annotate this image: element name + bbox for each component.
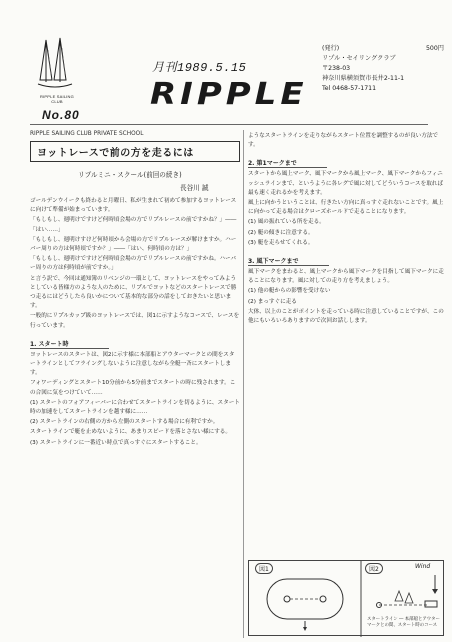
left-column (30, 130, 240, 448)
paragraph: ゴールデンウイークも終わると月曜日、私が生まれて初めて参加するヨットレースに向けて準備が始まっています。 (30, 198, 237, 214)
paragraph: (1) 風の振れている所を走る。 (248, 219, 325, 226)
masthead-divider (30, 124, 428, 125)
paragraph: 大体、以上のことがポイントを走っている時に注意していることですが、この他にもいろいろありますので次回お話しします。 (248, 308, 444, 325)
article-body-right-2 (248, 268, 444, 326)
club-name: リプル・セイリングクラブ (322, 55, 396, 62)
paragraph: 風下マークをまわると、風上マークから風下マークを目指して風下マークに走ることになります。風に対しての走り方を考えましょう。 (248, 269, 444, 285)
club-logo-icon (34, 34, 76, 94)
paragraph: (1) スタートのフォアフィーバーに合わせてスタートラインを切るように、スタート時の加速をしてスタートラインを越す様に…… (30, 399, 240, 416)
paragraph: ヨットレースのスタートは、図2に示す様に本部船とアウターマークとの間をスタートラインとしてフライングしないように注意しながら全艇一斉にスタートします。 (30, 351, 235, 377)
course-diagram (248, 560, 444, 636)
paragraph: (2) まっすぐに走る (248, 298, 297, 305)
paragraph: フォワーディングとスタート10分前から5分前までスタートの時に残されます。この合図に気をつけていて…… (30, 380, 236, 396)
wind-label: Wind (415, 563, 431, 570)
issuer-label: (発行) (322, 45, 340, 52)
issue-date: 月刊1989.5.15 (152, 61, 247, 75)
price: 500円 (426, 45, 444, 52)
paragraph: と言う訳で、今回は通知簿のリベンジの一環として、ヨットレースをやってみようとしている皆様方のような人のために、リプルでヨットなどのスタートレースで勝つ走るにはどうしたら良いかについて基本的な部分の話をしておきたいと思います。 (30, 275, 237, 310)
telephone: Tel 0468-57-1711 (322, 85, 377, 92)
subhead-first-mark: 2. 第1マークまで (248, 158, 327, 168)
publisher-info (322, 44, 444, 94)
article-headline: ヨットレースで前の方を走るには (30, 141, 240, 162)
postal-code: 〒238-03 (322, 65, 351, 72)
paragraph: (2) 艇の傾きに注意する。 (248, 229, 314, 236)
figure-2-label: 図2 (365, 563, 383, 574)
newsletter-title: RIPPLE (150, 76, 308, 112)
article-body-left (30, 197, 240, 331)
paragraph: (2) スタートラインの右側の方から左側のスタートする場合に有利ですか。 (30, 419, 219, 426)
right-lead: ようなスタートラインを走りながらスタート位置を調整するのが良い方法です。 (248, 133, 439, 149)
article-subtitle: リプルミニ・スクール(前回の続き) (78, 171, 182, 179)
subhead-leeward-mark: 3. 風下マークまで (248, 256, 329, 266)
article-body-right-1 (248, 170, 444, 248)
right-column (248, 132, 444, 326)
column-divider (243, 130, 244, 638)
paragraph: (3) 艇を走らせてくれる。 (248, 239, 314, 246)
paragraph: 「もしもし、週明けですけど何時頃会場の方でリプルレースの前ですかね？」――「はい……」 (30, 217, 237, 233)
figure-caption: スタートライン ― 本部船とアウターマークとの間、スタート時のコース (367, 617, 440, 628)
paragraph: 「もしもし、週明けですけど何時頃会場の方でリプルレースの前ですかね。ハーバー周りの方は何時頃が前ですか。」 (30, 256, 237, 272)
figure-1-label: 図1 (255, 563, 273, 574)
subhead-start: 1. スタート時 (30, 339, 109, 349)
article-body-left-2 (30, 351, 240, 448)
section-label: RIPPLE SAILING CLUB PRIVATE SCHOOL (30, 131, 144, 137)
article-author: 長谷川 誠 (180, 184, 209, 192)
address: 神奈川県横須賀市長井2-11-1 (322, 75, 405, 82)
issue-number: No.80 (42, 108, 80, 122)
paragraph: 風上に向かうということは、行きたい方向に真っすぐ走れないことです。風上に向かって走る場合はクローズホールドで走ることになります。 (248, 200, 444, 216)
paragraph: 一般的にリプルカップ級のヨットレースでは、図1に示すようなコースで、レースを行っています。 (30, 313, 240, 329)
paragraph: スタートラインで艇を止めないように、あまりスピードを落とさない様にする。 (30, 429, 231, 436)
paragraph: (3) スタートラインに一番近い時点で真っすぐにスタートすること。 (30, 439, 202, 446)
paragraph: 「もしもし、週明けすけど何時頃から会場の方でリプルレースが解けますか。ハーバー周りの方は何時頃ですか？」――「はい、何時頃の方は？」 (30, 236, 237, 253)
paragraph: (1) 他の艇からの影響を受けない (248, 288, 331, 295)
paragraph: スタートから風上マーク、風下マークから風上マーク、風下マークからフィニッシュラインまで、というように各レグで風に対してどういうコースを取れば最も速く走れるかを考えます。 (248, 171, 443, 196)
logo-text: RIPPLE SAILING CLUB (40, 94, 74, 104)
